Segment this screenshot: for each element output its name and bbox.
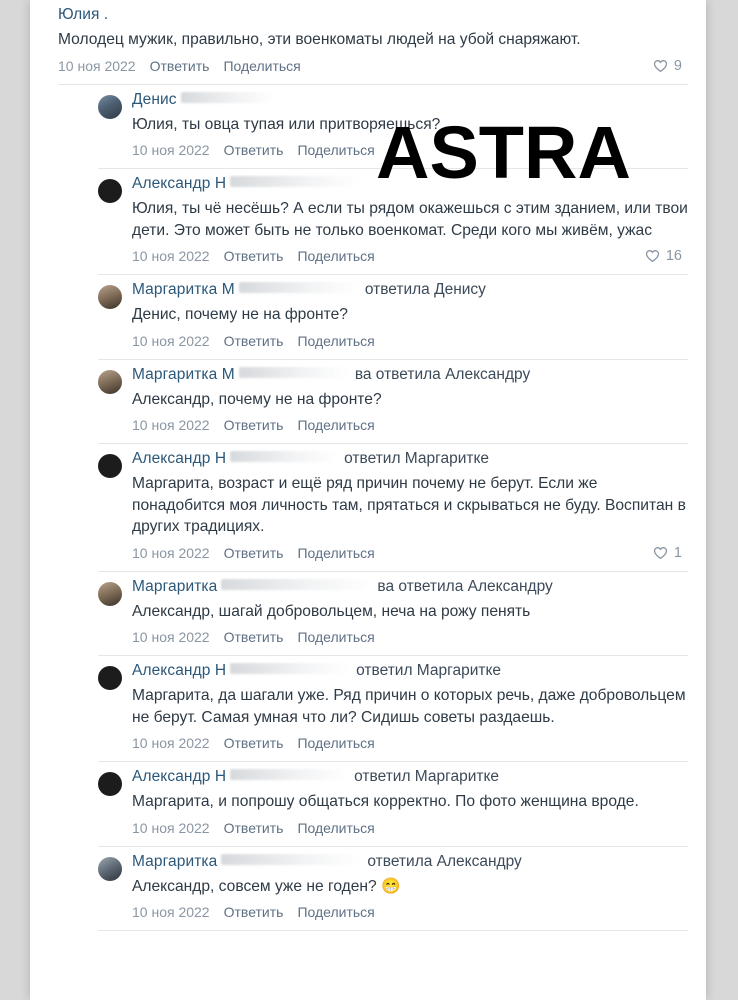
comment-header xyxy=(132,662,688,684)
comment-meta xyxy=(132,413,688,437)
comment-header xyxy=(132,91,688,113)
comment-date: 10 ноя 2022 xyxy=(132,544,210,561)
comment-date: 10 ноя 2022 xyxy=(132,417,210,433)
avatar[interactable] xyxy=(98,772,122,796)
blurred-surname xyxy=(239,282,359,293)
avatar[interactable] xyxy=(98,95,122,119)
reply-target: ответил Маргаритке xyxy=(354,768,500,785)
comment-body xyxy=(98,366,688,438)
share-button[interactable]: Поделиться xyxy=(297,735,375,751)
comments-sheet xyxy=(30,0,706,1000)
comment-divider xyxy=(98,655,688,656)
share-button[interactable]: Поделиться xyxy=(297,544,375,561)
comment-item xyxy=(58,366,688,442)
comment-item xyxy=(58,662,688,759)
comment-meta xyxy=(132,816,688,840)
reply-button[interactable]: Ответить xyxy=(223,142,284,158)
share-button[interactable]: Поделиться xyxy=(297,332,375,349)
avatar[interactable] xyxy=(98,666,122,690)
reply-target: ответила Денису xyxy=(364,281,486,298)
comment-body xyxy=(98,450,688,565)
blurred-surname xyxy=(230,663,350,674)
comment-meta xyxy=(132,625,688,649)
comment-body xyxy=(98,578,688,650)
comment-date: 10 ноя 2022 xyxy=(132,142,210,158)
comment-text: Александр, совсем уже не годен? 😁 xyxy=(132,877,401,895)
reply-button[interactable]: Ответить xyxy=(223,248,284,264)
comment-author[interactable]: Денис xyxy=(132,90,177,108)
heart-icon xyxy=(653,546,668,560)
comment-divider xyxy=(98,571,688,572)
comment-divider xyxy=(98,274,688,275)
reply-target: ва ответила Александру xyxy=(377,577,553,595)
comment-text: Юлия, ты овца тупая или притворяешься? xyxy=(132,115,441,133)
blurred-surname xyxy=(221,854,361,865)
avatar[interactable] xyxy=(98,370,122,394)
share-button[interactable]: Поделиться xyxy=(297,819,375,836)
comment-divider xyxy=(98,443,688,444)
comment-text: Маргарита, и попрошу общаться корректно. По фото женщина вроде. xyxy=(132,793,639,810)
reply-button[interactable]: Ответить xyxy=(223,332,284,349)
comment-divider xyxy=(58,84,688,85)
comment-author[interactable]: Александр Н xyxy=(132,768,227,785)
comment-meta xyxy=(132,731,688,755)
reply-button[interactable]: Ответить xyxy=(223,629,284,645)
reply-target: ва ответила Александру xyxy=(354,365,531,383)
comment-body xyxy=(98,768,688,840)
share-button[interactable]: Поделиться xyxy=(297,142,375,158)
comment-divider xyxy=(98,930,688,931)
like-counter[interactable] xyxy=(653,545,688,561)
reply-button[interactable]: Ответить xyxy=(149,57,210,74)
avatar[interactable] xyxy=(98,179,122,203)
like-counter[interactable] xyxy=(653,58,688,74)
like-count: 9 xyxy=(673,57,682,74)
comment-text: Маргарита, возраст и ещё ряд причин почему не берут. Если же понадобится моя личность там, прятаться и скрываться не буду. Воспитан в других традициях. xyxy=(132,475,686,535)
comment-item xyxy=(58,768,688,844)
comment-author[interactable]: Юлия . xyxy=(58,6,109,23)
reply-button[interactable]: Ответить xyxy=(223,735,284,751)
comment-header xyxy=(132,578,688,600)
reply-button[interactable]: Ответить xyxy=(223,544,284,561)
comment-item xyxy=(58,450,688,569)
comment-date: 10 ноя 2022 xyxy=(132,819,210,836)
comment-text: Молодец мужик, правильно, эти военкоматы людей на убой снаряжают. xyxy=(58,31,581,48)
comment-divider xyxy=(98,359,688,360)
comment-body xyxy=(58,6,688,78)
comment-author[interactable]: Александр Н xyxy=(132,175,227,192)
like-counter[interactable] xyxy=(645,248,688,264)
comment-author[interactable]: Маргаритка xyxy=(132,852,218,870)
comment-date: 10 ноя 2022 xyxy=(58,57,136,74)
comment-meta xyxy=(132,244,688,268)
reply-button[interactable]: Ответить xyxy=(223,819,284,836)
astra-watermark: ASTRA xyxy=(376,111,631,194)
comment-text: Маргарита, да шагали уже. Ряд причин о которых речь, даже добровольцем не берут. Самая умная что ли? Сидишь советы раздаешь. xyxy=(132,687,686,726)
comment-header xyxy=(58,6,688,28)
share-button[interactable]: Поделиться xyxy=(223,57,301,74)
comment-meta xyxy=(132,541,688,565)
comment-date: 10 ноя 2022 xyxy=(132,735,210,751)
reply-button[interactable]: Ответить xyxy=(223,417,284,433)
reply-target: ответил Маргаритке xyxy=(356,662,502,679)
comment-divider xyxy=(98,846,688,847)
reply-button[interactable]: Ответить xyxy=(223,904,284,920)
share-button[interactable]: Поделиться xyxy=(297,904,375,920)
share-button[interactable]: Поделиться xyxy=(297,417,375,433)
comment-author[interactable]: Александр Н xyxy=(132,662,227,679)
reply-target: ответила Александру xyxy=(367,852,522,870)
comment-body xyxy=(98,853,688,925)
comment-item xyxy=(58,281,688,357)
heart-icon xyxy=(653,59,668,73)
comment-body xyxy=(98,662,688,755)
blurred-surname xyxy=(230,769,348,780)
avatar[interactable] xyxy=(98,454,122,478)
share-button[interactable]: Поделиться xyxy=(297,629,375,645)
comment-header xyxy=(132,366,688,388)
comment-date: 10 ноя 2022 xyxy=(132,904,210,920)
comment-author[interactable]: Маргаритка xyxy=(132,577,218,595)
comment-header xyxy=(132,450,688,472)
blurred-surname xyxy=(230,176,360,187)
reply-target: ответил Маргаритке xyxy=(344,450,490,467)
comment-divider xyxy=(98,761,688,762)
like-count: 1 xyxy=(673,544,682,561)
comment-text: Денис, почему не на фронте? xyxy=(132,306,348,323)
comment-author[interactable]: Маргаритка М xyxy=(132,365,235,383)
comment-date: 10 ноя 2022 xyxy=(132,332,210,349)
comment-item xyxy=(58,578,688,654)
comment-item xyxy=(58,853,688,929)
comment-meta xyxy=(132,900,688,924)
comment-header xyxy=(132,281,688,303)
avatar[interactable] xyxy=(98,582,122,606)
comment-author[interactable]: Маргаритка М xyxy=(132,281,235,298)
comment-date: 10 ноя 2022 xyxy=(132,629,210,645)
comment-body xyxy=(98,281,688,353)
comment-item xyxy=(58,6,688,82)
comment-date: 10 ноя 2022 xyxy=(132,248,210,264)
comment-author[interactable]: Александр Н xyxy=(132,450,227,467)
comment-text: Александр, шагай добровольцем, неча на рожу пенять xyxy=(132,602,531,620)
comment-text: Юлия, ты чё несёшь? А если ты рядом окажешься с этим зданием, или твои дети. Это может быть не только военкомат. Среди кого мы живём, ужас xyxy=(132,200,688,239)
comment-text: Александр, почему не на фронте? xyxy=(132,390,382,408)
blurred-surname xyxy=(230,451,338,462)
comment-meta xyxy=(58,54,688,78)
blurred-surname xyxy=(239,367,349,378)
comment-meta xyxy=(132,329,688,353)
avatar[interactable] xyxy=(98,857,122,881)
comment-header xyxy=(132,768,688,790)
heart-icon xyxy=(645,249,660,263)
avatar[interactable] xyxy=(98,285,122,309)
share-button[interactable]: Поделиться xyxy=(297,248,375,264)
blurred-surname xyxy=(181,92,277,103)
comment-header xyxy=(132,853,688,875)
blurred-surname xyxy=(221,579,371,590)
like-count: 16 xyxy=(665,248,682,264)
